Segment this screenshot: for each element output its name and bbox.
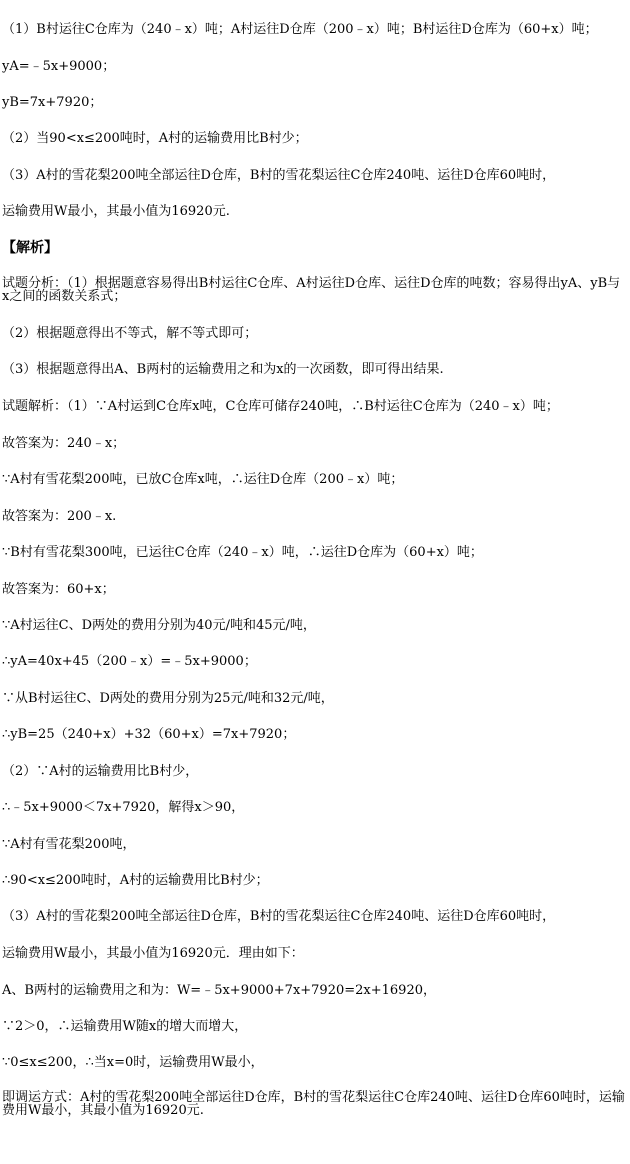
solution-line-8: ∴yA=40x+45（200﹣x）=﹣5x+9000； [2, 654, 257, 669]
solution-line-18: ∵2＞0，∴运输费用W随x的增大而增大， [2, 1019, 248, 1034]
solution-line-13: ∵A村有雪花梨200吨， [2, 837, 136, 852]
solution-line-20: 即调运方式：A村的雪花梨200吨全部运往D仓库，B村的雪花梨运往C仓库240吨、运往D仓库60吨时，运输费用W最小，其最小值为16920元. [2, 1090, 625, 1118]
solution-line-16: 运输费用W最小，其最小值为16920元．理由如下： [2, 946, 304, 961]
analysis-line-3: （3）根据题意得出A、B两村的运输费用之和为x的一次函数，即可得出结果. [2, 362, 444, 377]
solution-line-9: ∵从B村运往C、D两处的费用分别为25元/吨和32元/吨， [2, 691, 334, 706]
solution-line-19: ∵0≤x≤200，∴当x=0时，运输费用W最小， [2, 1055, 264, 1070]
solution-line-12: ∴﹣5x+9000＜7x+7920，解得x＞90， [2, 800, 245, 815]
solution-line-11: （2）∵A村的运输费用比B村少， [2, 764, 199, 779]
solution-line-7: ∵A村运往C、D两处的费用分别为40元/吨和45元/吨， [2, 618, 316, 633]
analysis-heading: 【解析】 [2, 240, 58, 256]
solution-line-15: （3）A村的雪花梨200吨全部运往D仓库，B村的雪花梨运往C仓库240吨、运往D仓库60吨时， [2, 909, 556, 924]
answer-line-2: yA=﹣5x+9000； [2, 59, 116, 74]
solution-line-3: ∵A村有雪花梨200吨，已放C仓库x吨，∴运往D仓库（200﹣x）吨； [2, 472, 404, 487]
answer-line-3: yB=7x+7920； [2, 95, 103, 110]
solution-line-6: 故答案为：60+x； [2, 582, 115, 597]
answer-line-4: （2）当90<x≤200吨时，A村的运输费用比B村少； [2, 131, 308, 146]
answer-line-1: （1）B村运往C仓库为（240﹣x）吨；A村运往D仓库（200﹣x）吨；B村运往D仓库为（60+x）吨； [2, 22, 598, 37]
answer-line-6: 运输费用W最小，其最小值为16920元. [2, 204, 230, 219]
solution-line-17: A、B两村的运输费用之和为：W=﹣5x+9000+7x+7920=2x+16920， [2, 983, 436, 998]
answer-line-5: （3）A村的雪花梨200吨全部运往D仓库，B村的雪花梨运往C仓库240吨、运往D仓库60吨时， [2, 168, 556, 183]
solution-line-10: ∴yB=25（240+x）+32（60+x）=7x+7920； [2, 727, 296, 742]
solution-line-4: 故答案为：200﹣x. [2, 509, 117, 524]
solution-line-1: 试题解析：（1）∵A村运到C仓库x吨，C仓库可储存240吨，∴B村运往C仓库为（240﹣x）吨； [2, 399, 559, 414]
solution-line-14: ∴90<x≤200吨时，A村的运输费用比B村少； [2, 873, 269, 888]
solution-line-5: ∵B村有雪花梨300吨，已运往C仓库（240﹣x）吨，∴运往D仓库为（60+x）吨； [2, 545, 483, 560]
solution-line-2: 故答案为：240﹣x； [2, 436, 126, 451]
analysis-line-1: 试题分析：（1）根据题意容易得出B村运往C仓库、A村运往D仓库、运往D仓库的吨数；容易得出yA、yB与x之间的函数关系式； [2, 276, 621, 304]
analysis-line-2: （2）根据题意得出不等式，解不等式即可； [2, 326, 258, 341]
